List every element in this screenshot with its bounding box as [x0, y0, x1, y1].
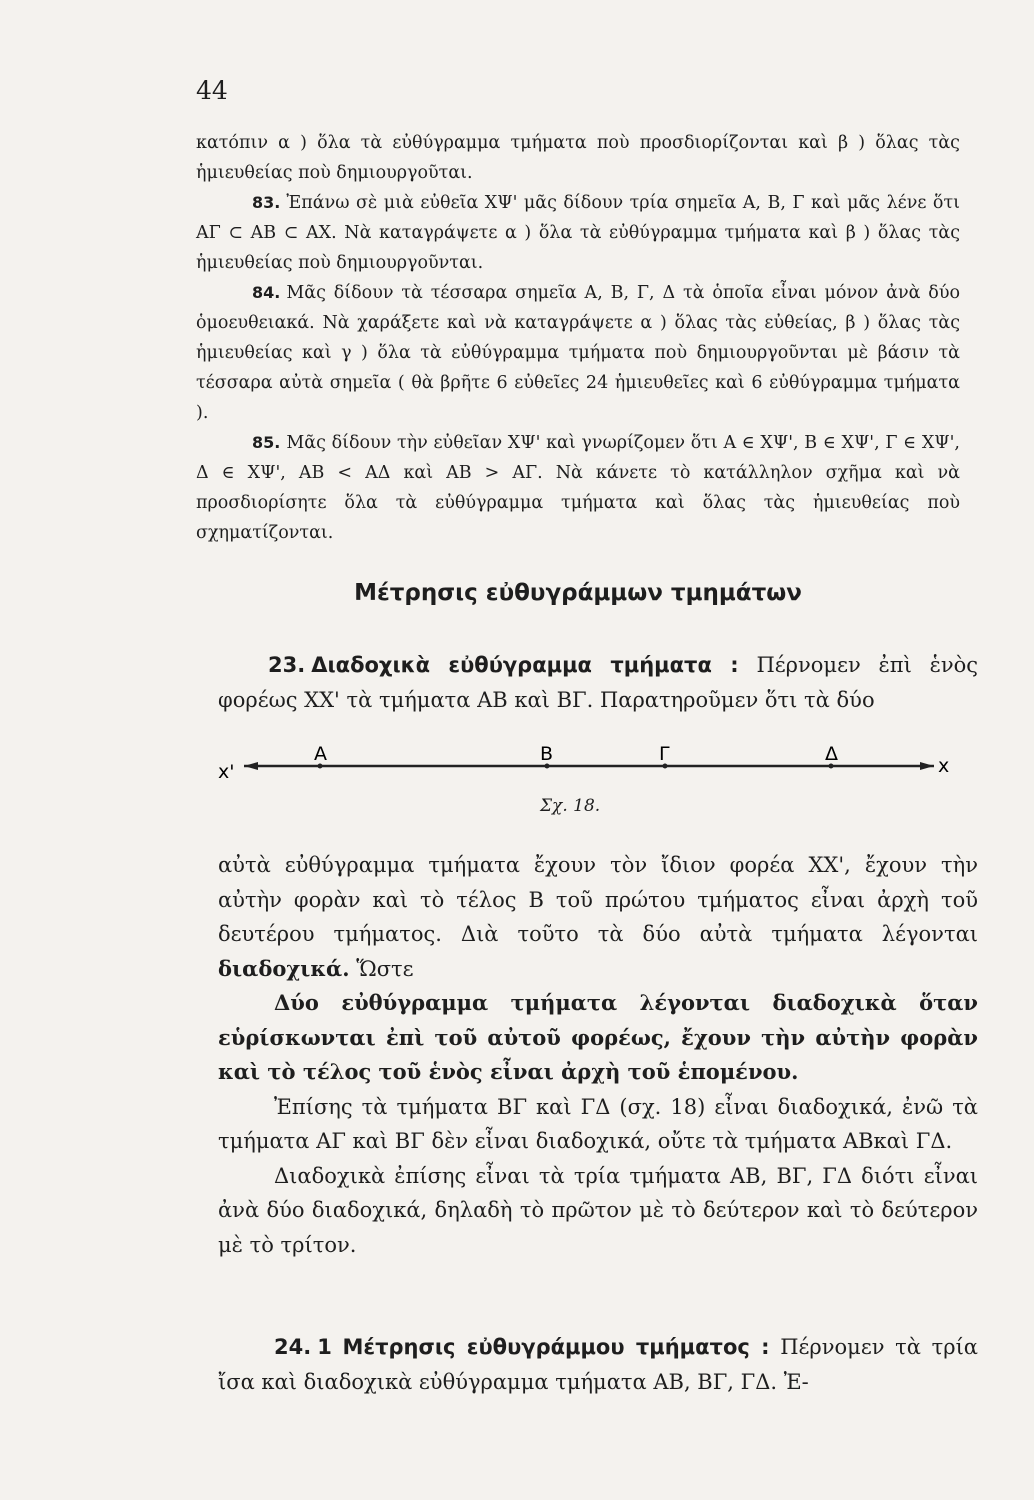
exercise-intro	[196, 128, 960, 188]
exercise-intro-line1: κατόπιν α ) ὅλα τὰ εὐθύγραμμα τμήματα ποὺ προσδιορίζονται καὶ β ) ὅλας	[196, 133, 919, 153]
section-24-title: Μέτρησις εὐθυγράμμου τμήματος :	[342, 1335, 770, 1359]
figure-caption: Σχ. 18.	[540, 796, 601, 816]
point-g-label: Γ	[659, 743, 670, 765]
section-23-paragraph4: Διαδοχικὰ ἐπίσης εἶναι τὰ τρία τμήματα ΑΒ, ΒΓ, ΓΔ διότι εἶναι ἀνὰ δύο διαδοχικά, δηλαδὴ τὸ πρῶτον μὲ τὸ δεύτερον καὶ τὸ δεύτερον μὲ τὸ τρίτον.	[218, 1163, 978, 1257]
exercises-block	[196, 128, 960, 548]
exercise-83-number: 83.	[252, 193, 281, 212]
section-23-text2-end: Ὥστε	[356, 956, 414, 981]
section-24-intro	[218, 1330, 978, 1399]
left-end-label: x'	[218, 761, 235, 783]
section-24-text: Πέρνομεν τὰ τρία ἴσα καὶ διαδοχικὰ εὐθύγραμμα τμήματα ΑΒ, ΒΓ, ΓΔ. Ἐ-	[218, 1335, 978, 1394]
section-24-paragraph	[218, 1330, 978, 1399]
section-23-paragraph3: Ἐπίσης τὰ τμήματα ΒΓ καὶ ΓΔ (σχ. 18) εἶναι διαδοχικά, ἐνῶ τὰ τμήματα ΑΓ καὶ ΒΓ δὲν εἶναι διαδοχικά, οὔτε τὰ τμήματα ΑΒκαὶ ΓΔ.	[218, 1094, 978, 1153]
section-24-number: 24.	[274, 1335, 312, 1359]
exercise-85-number: 85.	[252, 433, 281, 452]
point-d-label: Δ	[825, 743, 838, 765]
exercise-84-text: Μᾶς δίδουν τὰ τέσσαρα σημεῖα Α, Β, Γ, Δ τὰ ὁποῖα εἶναι μόνον ἀνὰ δύο ὁμοευθειακά. Νὰ χαράξετε καὶ νὰ καταγράψετε α ) ὅλας τὰς εὐθείας, β ) ὅλας τὰς ἡμιευθείας καὶ γ ) ὅλα τὰ εὐθύγραμμα τμήματα ποὺ δημιουργοῦνται μὲ βάσιν τὰ τέσσαρα αὐτὰ σημεῖα ( θὰ βρῆτε 6 εὐθεῖες 24 ἡμιευθεῖες καὶ 6 εὐθύγραμμα τμήματα ).	[196, 283, 960, 423]
section-23-text2: αὐτὰ εὐθύγραμμα τμήματα ἔχουν τὸν ἴδιον φορέα ΧΧ', ἔχουν τὴν αὐτὴν φορὰν καὶ τὸ τέλος Β τοῦ πρώτου τμήματος εἶναι ἀρχὴ τοῦ δευτέρου τμήματος. Διὰ τοῦτο τὰ δύο αὐτὰ τμήματα λέγονται	[218, 853, 978, 946]
section-23-body	[218, 848, 978, 1262]
section-heading: Μέτρησις εὐθυγράμμων τμημάτων	[354, 580, 802, 606]
section-24-subnumber: 1	[317, 1335, 332, 1359]
exercise-83	[196, 188, 960, 278]
section-23-definition: Δύο εὐθύγραμμα τμήματα λέγονται διαδοχικὰ ὅταν εὑρίσκωνται ἐπὶ τοῦ αὐτοῦ φορέως, ἔχουν τὴν αὐτὴν φορὰν καὶ τὸ τέλος τοῦ ἑνὸς εἶναι ἀρχὴ τοῦ ἑπομένου.	[218, 990, 978, 1084]
exercise-83-text: Ἐπάνω σὲ μιὰ εὐθεῖα ΧΨ' μᾶς δίδουν τρία σημεῖα Α, Β, Γ καὶ μᾶς λένε ὅτι ΑΓ ⊂ ΑΒ ⊂ ΑΧ. Νὰ καταγράψετε α ) ὅλα τὰ εὐθύγραμμα τμήματα καὶ β ) ὅλας τὰς ἡμιευθείας ποὺ δημιουργοῦνται.	[196, 193, 960, 273]
section-23-paragraph2	[218, 848, 978, 986]
exercise-intro-line2: τὰς ἡμιευθείας ποὺ δημιουργοῦται.	[196, 133, 960, 183]
point-a-label: A	[314, 743, 327, 765]
section-23-text1: Πέρνομεν ἐπὶ ἑνὸς φορέως ΧΧ' τὰ τμήματα ΑΒ καὶ ΒΓ. Παρατηροῦμεν ὅτι τὰ δύο	[218, 653, 979, 712]
section-23-term: διαδοχικά.	[218, 955, 350, 981]
left-arrow-icon	[244, 762, 258, 770]
right-arrow-icon	[920, 762, 934, 770]
point-b-label: B	[540, 743, 554, 765]
exercise-84	[196, 278, 960, 428]
exercise-85	[196, 428, 960, 548]
exercise-84-number: 84.	[252, 283, 281, 302]
section-23-paragraph	[218, 648, 978, 717]
right-end-label: x	[938, 755, 950, 777]
page-number: 44	[196, 76, 228, 105]
section-23-intro	[218, 648, 978, 717]
section-23-title: Διαδοχικὰ εὐθύγραμμα τμήματα :	[311, 653, 739, 677]
exercise-85-text: Μᾶς δίδουν τὴν εὐθεῖαν ΧΨ' καὶ γνωρίζομεν ὅτι Α ∈ ΧΨ', Β ∈ ΧΨ', Γ ∈ ΧΨ', Δ ∈ ΧΨ', ΑΒ < ΑΔ καὶ ΑΒ > ΑΓ. Νὰ κάνετε τὸ κατάλληλον σχῆμα καὶ νὰ προσδιορίσητε ὅλα τὰ εὐθύγραμμα τμήματα καὶ ὅλας τὰς ἡμιευθείας ποὺ σχηματίζονται.	[196, 433, 960, 543]
section-23-number: 23.	[268, 653, 306, 677]
